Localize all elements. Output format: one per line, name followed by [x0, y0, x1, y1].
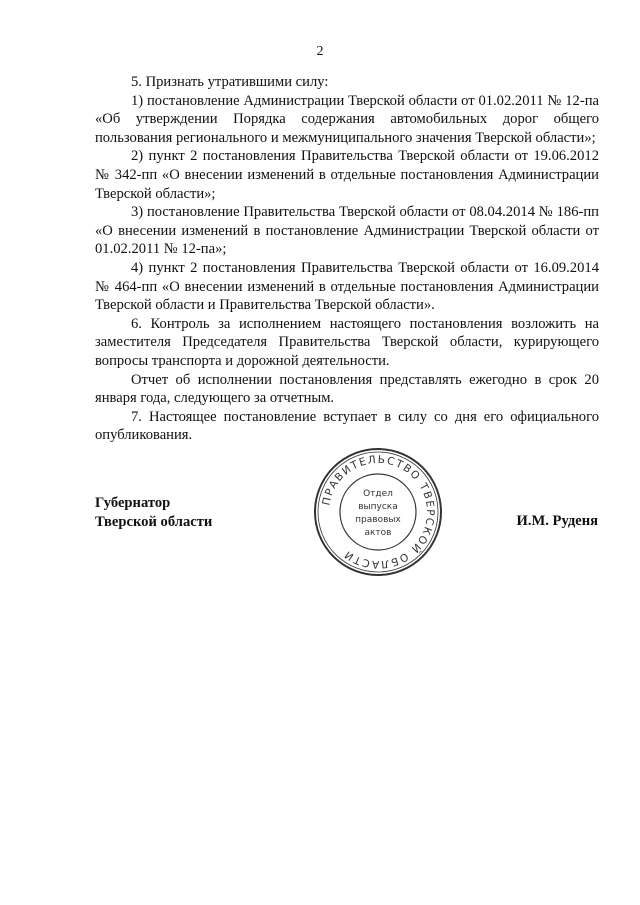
paragraph-6: 6. Контроль за исполнением настоящего постановления возложить на заместителя Председателя Правительства Тверской области, курирующего вопросы транспорта и дорожной деятельности. — [95, 315, 599, 369]
paragraph-5-item-4: 4) пункт 2 постановления Правительства Тверской области от 16.09.2014 № 464-пп «О внесении изменений в отдельные постановления Администрации Тверской области и Правительства Тверской области». — [95, 259, 599, 314]
signatory-name: И.М. Руденя — [516, 513, 598, 529]
stamp-center-line-2: выпуска — [358, 502, 398, 512]
official-stamp — [312, 446, 444, 578]
paragraph-7: 7. Настоящее постановление вступает в силу со дня его официального опубликования. — [95, 408, 599, 444]
stamp-center-line-4: актов — [364, 528, 392, 538]
paragraph-5-heading: 5. Признать утратившими силу: — [131, 74, 329, 90]
stamp-center-line-1: Отдел — [363, 489, 393, 499]
paragraph-5-item-1: 1) постановление Администрации Тверской области от 01.02.2011 № 12-па «Об утверждении Порядка содержания автомобильных дорог общего пользования регионального и межмуниципального значения Тверской области»; — [95, 92, 599, 146]
paragraph-5-item-2: 2) пункт 2 постановления Правительства Тверской области от 19.06.2012 № 342-пп «О внесении изменений в отдельные постановления Администрации Тверской области»; — [95, 148, 599, 202]
stamp-center-line-3: правовых — [355, 515, 401, 525]
signature-title-line1: Губернатор — [95, 495, 171, 511]
document-body — [95, 73, 599, 445]
stamp-ring-text: ПРАВИТЕЛЬСТВО ТВЕРСКОЙ ОБЛАСТИ — [320, 453, 437, 571]
page-number: 2 — [316, 44, 324, 59]
paragraph-5-item-3: 3) постановление Правительства Тверской области от 08.04.2014 № 186-пп «О внесении изменений в постановление Администрации Тверской области от 01.02.2011 № 12-па»; — [95, 204, 599, 258]
stamp-outer-ring-inner — [318, 452, 438, 572]
signature-title — [95, 494, 212, 531]
stamp-inner-ring — [340, 474, 416, 550]
paragraph-report: Отчет об исполнении постановления представлять ежегодно в срок 20 января года, следующего за отчетным. — [95, 371, 599, 407]
stamp-outer-ring — [315, 449, 441, 575]
signature-title-line2: Тверской области — [95, 513, 213, 530]
